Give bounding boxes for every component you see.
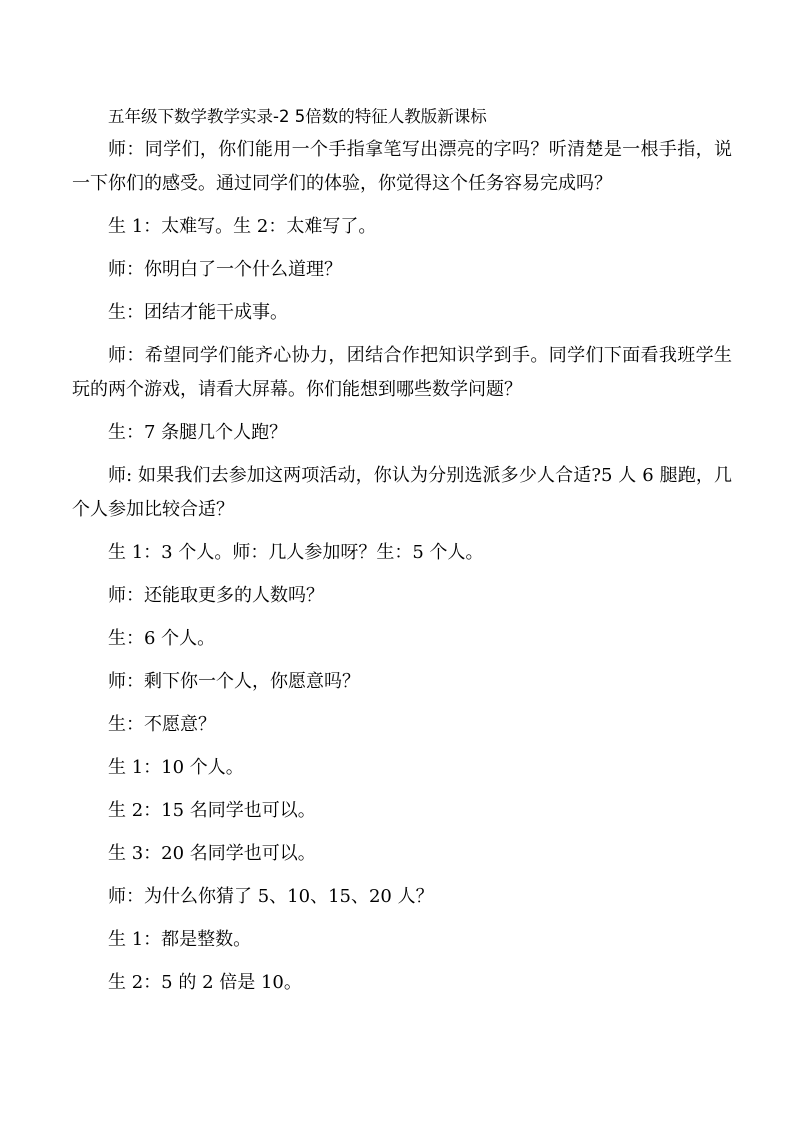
paragraph-10: 生：6 个人。 bbox=[108, 628, 216, 649]
paragraph-11: 师：剩下你一个人，你愿意吗？ bbox=[108, 671, 360, 692]
paragraph-17: 生 1：都是整数。 bbox=[108, 929, 252, 950]
paragraph-3: 师：你明白了一个什么道理？ bbox=[108, 259, 342, 280]
paragraph-12: 生：不愿意？ bbox=[108, 714, 216, 735]
paragraph-14: 生 2：15 名同学也可以。 bbox=[108, 800, 316, 821]
paragraph-2: 生 1：太难写。生 2：太难写了。 bbox=[108, 216, 377, 237]
paragraph-4: 生：团结才能干成事。 bbox=[108, 302, 288, 323]
paragraph-6: 生：7 条腿几个人跑？ bbox=[108, 422, 288, 443]
paragraph-7: 师: 如果我们去参加这两项活动，你认为分别选派多少人合适?5 人 6 腿跑，几个人参加比较合适？ bbox=[72, 465, 732, 520]
paragraph-1: 师：同学们，你们能用一个手指拿笔写出漂亮的字吗？听清楚是一根手指，说一下你们的感受。通过同学们的体验，你觉得这个任务容易完成吗？ bbox=[72, 139, 732, 194]
document-body bbox=[72, 103, 732, 1009]
paragraph-18: 生 2：5 的 2 倍是 10。 bbox=[108, 972, 302, 993]
paragraph-13: 生 1：10 个人。 bbox=[108, 757, 244, 778]
paragraph-15: 生 3：20 名同学也可以。 bbox=[108, 843, 316, 864]
paragraph-5: 师：希望同学们能齐心协力，团结合作把知识学到手。同学们下面看我班学生玩的两个游戏，请看大屏幕。你们能想到哪些数学问题？ bbox=[72, 345, 732, 400]
paragraph-16: 师：为什么你猜了 5、10、15、20 人？ bbox=[108, 886, 434, 907]
document-title: 五年级下数学教学实录-2 5倍数的特征人教版新课标 bbox=[108, 107, 487, 126]
paragraph-9: 师：还能取更多的人数吗？ bbox=[108, 585, 324, 606]
paragraph-8: 生 1：3 个人。师：几人参加呀？生：5 个人。 bbox=[108, 542, 484, 563]
